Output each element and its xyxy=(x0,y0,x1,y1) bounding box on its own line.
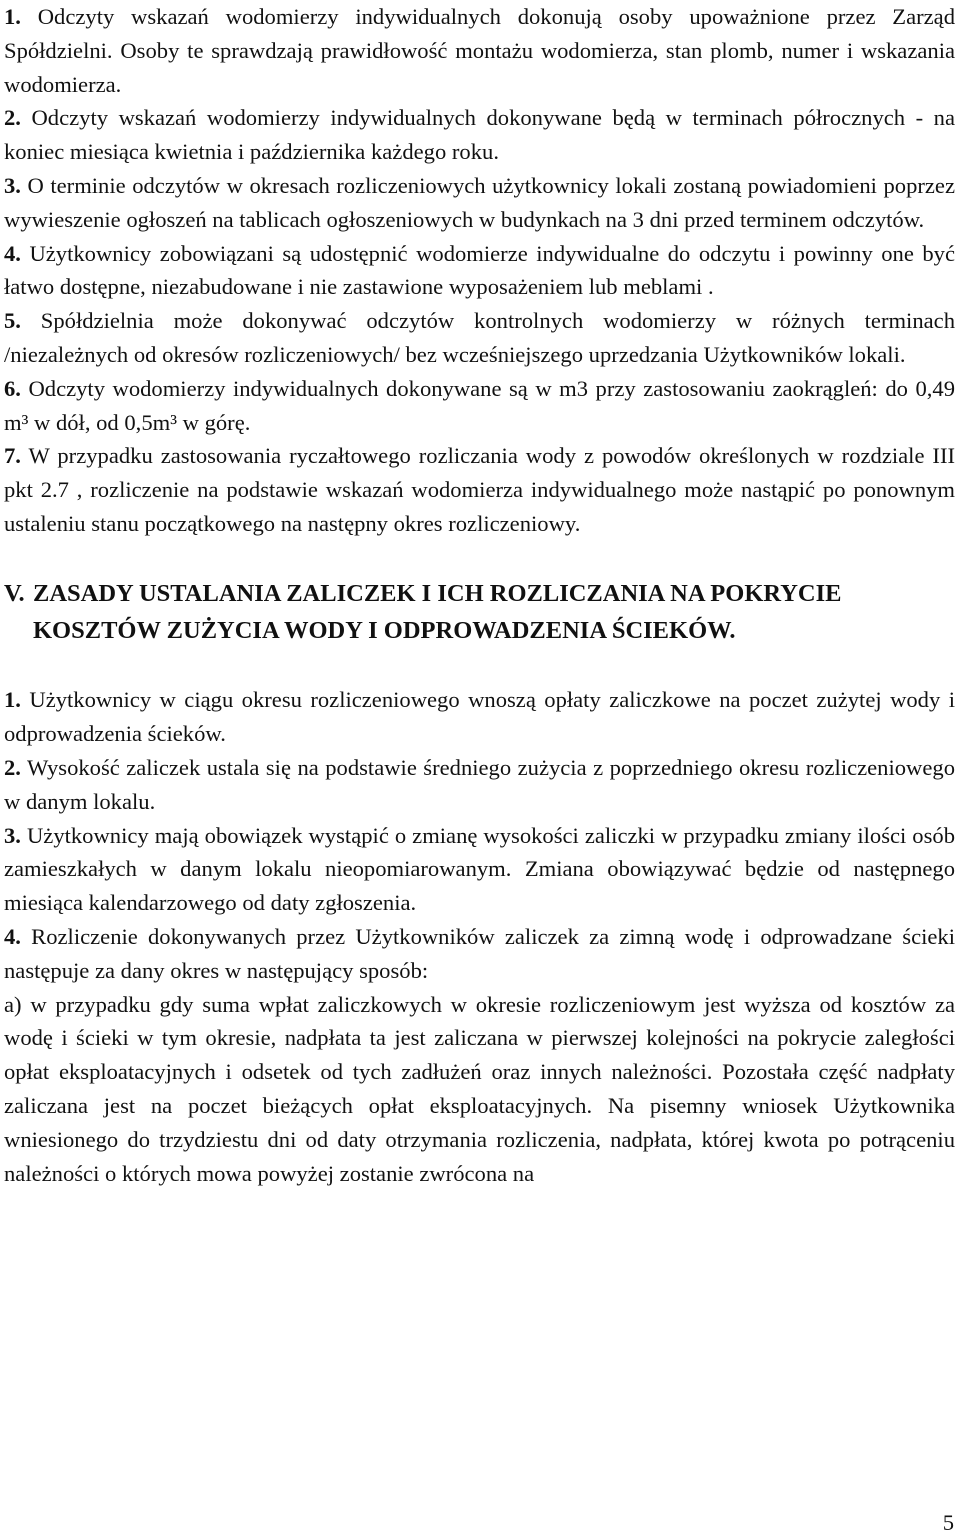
section-iv-point-1: 1. Odczyty wskazań wodomierzy indywidualnych dokonują osoby upoważnione przez Zarząd Spółdzielni. Osoby te sprawdzają prawidłowość montażu wodomierza, stan plomb, numer i wskazania wodomierza. xyxy=(4,4,955,97)
section-iv-point-6: 6. Odczyty wodomierzy indywidualnych dokonywane są w m3 przy zastosowaniu zaokrągleń: do 0,49 m³ w dół, od 0,5m³ w górę. xyxy=(4,375,955,435)
section-v-subpoint-a: a) w przypadku gdy suma wpłat zaliczkowych w okresie rozliczeniowym jest wyższa od kosztów za wodę i ścieki w tym okresie, nadpłata ta jest zaliczana w pierwszej kolejności na pokrycie zaległości opłat eksploatacyjnych i odsetek od tych zadłużeń oraz innych należności. Pozostała część nadpłaty zaliczana jest na poczet bieżących opłat eksploatacyjnych. Na pisemny wniosek Użytkownika wniesionego do trzydziestu dni od daty otrzymania rozliczenia, nadpłata, której kwota po potrąceniu należności o których mowa powyżej zostanie zwrócona na xyxy=(4,991,955,1186)
section-v-point-3: 3. Użytkownicy mają obowiązek wystąpić o zmianę wysokości zaliczki w przypadku zmiany ilości osób zamieszkałych w danym lokalu nieopomiarowanym. Zmiana obowiązywać będzie od następnego miesiąca kalendarzowego od daty zgłoszenia. xyxy=(4,822,955,916)
section-iv-point-7: 7. W przypadku zastosowania ryczałtowego rozliczania wody z powodów określonych w rozdziale III pkt 2.7 , rozliczenie na podstawie wskazań wodomierza indywidualnego może nastąpić po ponownym ustaleniu stanu początkowego na następny okres rozliczeniowy. xyxy=(4,443,955,536)
section-iv-point-5: 5. Spółdzielnia może dokonywać odczytów kontrolnych wodomierzy w różnych terminach /niezależnych od okresów rozliczeniowych/ bez wcześniejszego uprzedzania Użytkowników lokali. xyxy=(4,308,955,367)
section-iv-point-3: 3. O terminie odczytów w okresach rozliczeniowych użytkownicy lokali zostaną powiadomieni poprzez wywieszenie ogłoszeń na tablicach ogłoszeniowych w budynkach na 3 dni przed terminem odczytów. xyxy=(4,172,955,232)
page-number: 5 xyxy=(942,1510,954,1535)
section-iv-point-4: 4. Użytkownicy zobowiązani są udostępnić wodomierze indywidualne do odczytu i powinny one być łatwo dostępne, niezabudowane i nie zastawione wyposażeniem lub meblami . xyxy=(4,240,955,300)
section-v-heading: V. ZASADY USTALANIA ZALICZEK I ICH ROZLICZANIA NA POKRYCIE KOSZTÓW ZUŻYCIA WODY I ODPROWADZENIA ŚCIEKÓW. xyxy=(4,579,842,645)
spacer xyxy=(4,541,955,575)
section-v-point-1: 1. Użytkownicy w ciągu okresu rozliczeniowego wnoszą opłaty zaliczkowe na poczet zużytej wody i odprowadzenia ścieków. xyxy=(4,687,955,747)
section-iv-point-2: 2. Odczyty wskazań wodomierzy indywidualnych dokonywane będą w terminach półrocznych - na koniec miesiąca kwietnia i października każdego roku. xyxy=(4,105,955,165)
spacer xyxy=(4,650,955,684)
document-page xyxy=(4,0,955,1190)
section-v-point-4: 4. Rozliczenie dokonywanych przez Użytkowników zaliczek za zimną wodę i odprowadzane ścieki następuje za dany okres w następujący sposób: xyxy=(4,923,955,983)
section-v-point-2: 2. Wysokość zaliczek ustala się na podstawie średniego zużycia z poprzedniego okresu rozliczeniowego w danym lokalu. xyxy=(4,754,955,814)
